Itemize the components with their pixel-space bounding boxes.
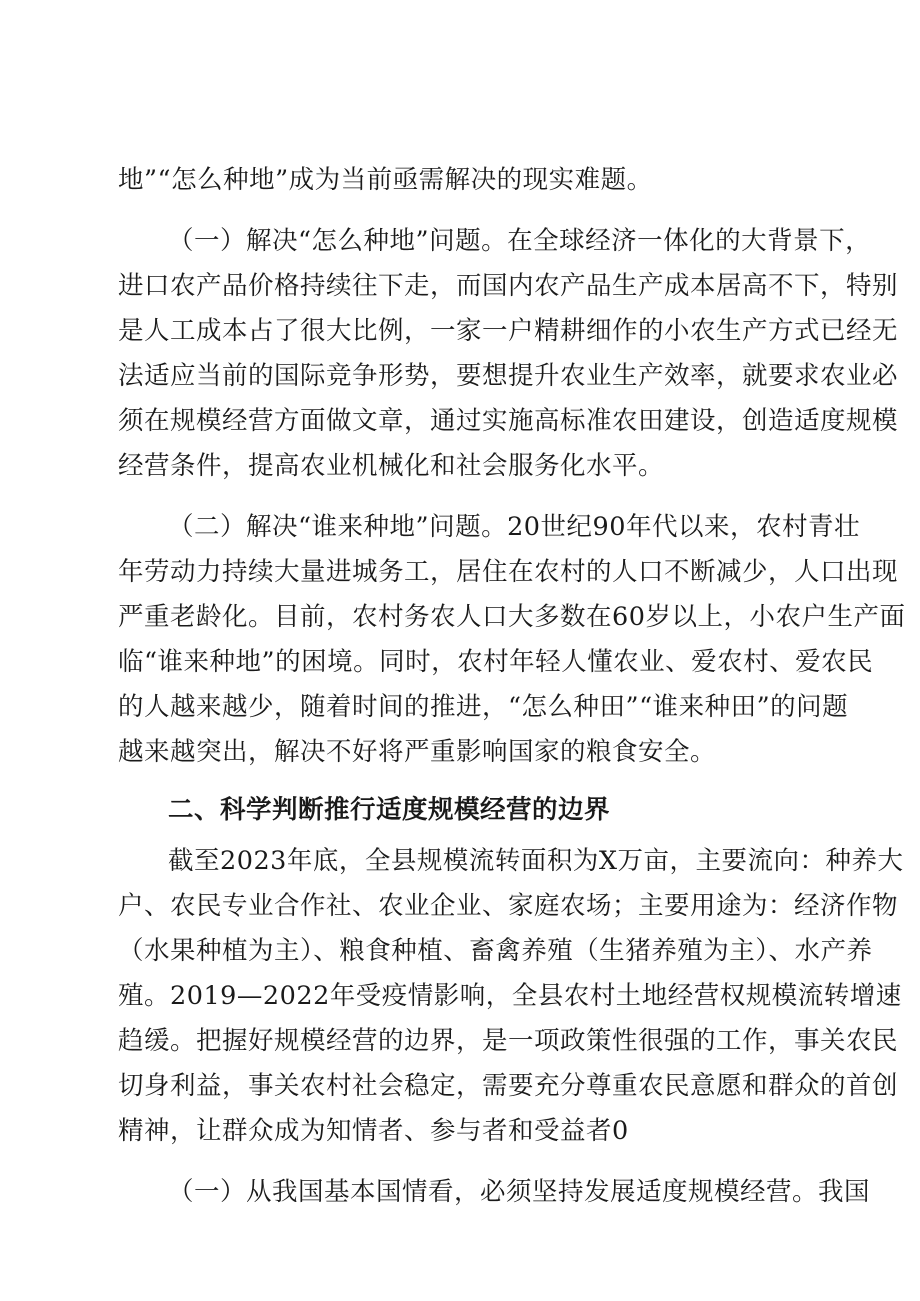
section-heading: 二、科学判断推行适度规模经营的边界 bbox=[168, 795, 611, 825]
paragraph-continuation bbox=[118, 158, 823, 203]
text-line: 截至2023年底，全县规模流转面积为X万亩，主要流向：种养大 bbox=[168, 846, 904, 876]
text-line: 年劳动力持续大量进城务工，居住在农村的人口不断减少，人口出现 bbox=[118, 557, 899, 587]
text-line: 户、农民专业合作社、农业企业、家庭农场；主要用途为：经济作物 bbox=[118, 891, 899, 921]
text-line: 经营条件，提高农业机械化和社会服务化水平。 bbox=[118, 451, 665, 481]
text-line: 法适应当前的国际竞争形势，要想提升农业生产效率，就要求农业必 bbox=[118, 361, 899, 391]
paragraph-how-to-farm bbox=[118, 219, 899, 489]
text-line: 临“谁来种地”的困境。同时，农村年轻人懂农业、爱农村、爱农民 bbox=[118, 647, 874, 677]
paragraph-national-conditions bbox=[118, 1170, 871, 1215]
text-line: （水果种植为主）、粮食种植、畜禽养殖（生猪养殖为主）、水产养 bbox=[118, 936, 873, 966]
text-line: 是人工成本占了很大比例，一家一户精耕细作的小农生产方式已经无 bbox=[118, 316, 899, 346]
text-line: 趋缓。把握好规模经营的边界，是一项政策性很强的工作，事关农民 bbox=[118, 1026, 899, 1056]
text-line: 的人越来越少，随着时间的推进，“怎么种田”“谁来种田”的问题 bbox=[118, 692, 849, 722]
text-line: （一）从我国基本国情看，必须坚持发展适度规模经营。我国 bbox=[168, 1177, 871, 1207]
text-line: 严重老龄化。目前，农村务农人口大多数在60岁以上，小农户生产面 bbox=[118, 602, 906, 632]
text-line: （一）解决“怎么种地”问题。在全球经济一体化的大背景下， bbox=[168, 226, 872, 256]
document-page bbox=[118, 158, 906, 1215]
text-line: 须在规模经营方面做文章，通过实施高标准农田建设，创造适度规模 bbox=[118, 406, 899, 436]
paragraph-who-farms bbox=[118, 505, 906, 775]
text-line: 切身利益，事关农村社会稳定，需要充分尊重农民意愿和群众的首创 bbox=[118, 1071, 899, 1101]
text-line: 越来越突出，解决不好将严重影响国家的粮食安全。 bbox=[118, 737, 717, 767]
text-line: （二）解决“谁来种地”问题。20世纪90年代以来，农村青壮 bbox=[168, 512, 860, 542]
text-line: 殖。2019—2022年受疫情影响，全县农村土地经营权规模流转增速 bbox=[118, 981, 902, 1011]
text-line: 精神，让群众成为知情者、参与者和受益者0 bbox=[118, 1116, 629, 1146]
paragraph-scale-transfer bbox=[118, 839, 904, 1154]
text-line: 地”“怎么种地”成为当前亟需解决的现实难题。 bbox=[118, 165, 653, 195]
text-line: 进口农产品价格持续往下走，而国内农产品生产成本居高不下，特别 bbox=[118, 271, 899, 301]
